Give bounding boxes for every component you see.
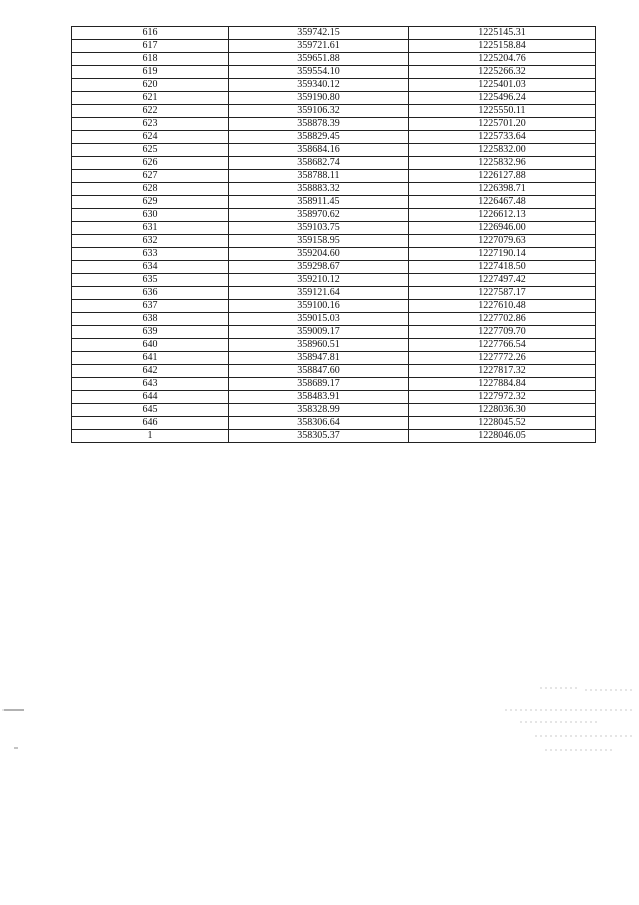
y-coordinate-cell: 1227766.54 bbox=[409, 339, 596, 352]
x-coordinate-cell: 358788.11 bbox=[229, 170, 409, 183]
y-coordinate-cell: 1225266.32 bbox=[409, 66, 596, 79]
coordinate-table bbox=[71, 26, 596, 443]
y-coordinate-cell: 1227079.63 bbox=[409, 235, 596, 248]
coordinate-table-body bbox=[72, 27, 596, 443]
point-number-cell: 633 bbox=[72, 248, 229, 261]
table-row bbox=[72, 170, 596, 183]
table-row bbox=[72, 326, 596, 339]
point-number-cell: 637 bbox=[72, 300, 229, 313]
x-coordinate-cell: 358829.45 bbox=[229, 131, 409, 144]
table-row bbox=[72, 235, 596, 248]
table-row bbox=[72, 209, 596, 222]
y-coordinate-cell: 1227817.32 bbox=[409, 365, 596, 378]
table-row bbox=[72, 40, 596, 53]
table-row bbox=[72, 365, 596, 378]
table-row bbox=[72, 105, 596, 118]
x-coordinate-cell: 358682.74 bbox=[229, 157, 409, 170]
y-coordinate-cell: 1227497.42 bbox=[409, 274, 596, 287]
table-row bbox=[72, 313, 596, 326]
point-number-cell: 619 bbox=[72, 66, 229, 79]
x-coordinate-cell: 359204.60 bbox=[229, 248, 409, 261]
point-number-cell: 639 bbox=[72, 326, 229, 339]
y-coordinate-cell: 1227972.32 bbox=[409, 391, 596, 404]
point-number-cell: 617 bbox=[72, 40, 229, 53]
y-coordinate-cell: 1225158.84 bbox=[409, 40, 596, 53]
y-coordinate-cell: 1225204.76 bbox=[409, 53, 596, 66]
x-coordinate-cell: 359121.64 bbox=[229, 287, 409, 300]
point-number-cell: 1 bbox=[72, 430, 229, 443]
table-row bbox=[72, 222, 596, 235]
table-row bbox=[72, 248, 596, 261]
x-coordinate-cell: 359015.03 bbox=[229, 313, 409, 326]
y-coordinate-cell: 1227418.50 bbox=[409, 261, 596, 274]
x-coordinate-cell: 358305.37 bbox=[229, 430, 409, 443]
table-row bbox=[72, 430, 596, 443]
point-number-cell: 641 bbox=[72, 352, 229, 365]
y-coordinate-cell: 1225401.03 bbox=[409, 79, 596, 92]
point-number-cell: 629 bbox=[72, 196, 229, 209]
point-number-cell: 621 bbox=[72, 92, 229, 105]
y-coordinate-cell: 1226127.88 bbox=[409, 170, 596, 183]
x-coordinate-cell: 359721.61 bbox=[229, 40, 409, 53]
point-number-cell: 632 bbox=[72, 235, 229, 248]
table-row bbox=[72, 378, 596, 391]
point-number-cell: 623 bbox=[72, 118, 229, 131]
table-row bbox=[72, 300, 596, 313]
table-row bbox=[72, 339, 596, 352]
y-coordinate-cell: 1225832.96 bbox=[409, 157, 596, 170]
x-coordinate-cell: 358878.39 bbox=[229, 118, 409, 131]
table-row bbox=[72, 391, 596, 404]
table-row bbox=[72, 53, 596, 66]
x-coordinate-cell: 359651.88 bbox=[229, 53, 409, 66]
table-row bbox=[72, 183, 596, 196]
x-coordinate-cell: 358960.51 bbox=[229, 339, 409, 352]
x-coordinate-cell: 358306.64 bbox=[229, 417, 409, 430]
table-row bbox=[72, 79, 596, 92]
table-row bbox=[72, 404, 596, 417]
x-coordinate-cell: 359106.32 bbox=[229, 105, 409, 118]
point-number-cell: 634 bbox=[72, 261, 229, 274]
table-row bbox=[72, 417, 596, 430]
point-number-cell: 627 bbox=[72, 170, 229, 183]
x-coordinate-cell: 359298.67 bbox=[229, 261, 409, 274]
y-coordinate-cell: 1228036.30 bbox=[409, 404, 596, 417]
point-number-cell: 635 bbox=[72, 274, 229, 287]
y-coordinate-cell: 1227190.14 bbox=[409, 248, 596, 261]
y-coordinate-cell: 1227702.86 bbox=[409, 313, 596, 326]
y-coordinate-cell: 1227884.84 bbox=[409, 378, 596, 391]
y-coordinate-cell: 1225496.24 bbox=[409, 92, 596, 105]
y-coordinate-cell: 1227587.17 bbox=[409, 287, 596, 300]
point-number-cell: 620 bbox=[72, 79, 229, 92]
point-number-cell: 625 bbox=[72, 144, 229, 157]
point-number-cell: 622 bbox=[72, 105, 229, 118]
x-coordinate-cell: 358970.62 bbox=[229, 209, 409, 222]
point-number-cell: 643 bbox=[72, 378, 229, 391]
y-coordinate-cell: 1226398.71 bbox=[409, 183, 596, 196]
point-number-cell: 638 bbox=[72, 313, 229, 326]
y-coordinate-cell: 1225550.11 bbox=[409, 105, 596, 118]
x-coordinate-cell: 358483.91 bbox=[229, 391, 409, 404]
table-row bbox=[72, 274, 596, 287]
x-coordinate-cell: 358328.99 bbox=[229, 404, 409, 417]
point-number-cell: 626 bbox=[72, 157, 229, 170]
coordinate-table-container bbox=[71, 26, 595, 443]
x-coordinate-cell: 359009.17 bbox=[229, 326, 409, 339]
table-row bbox=[72, 157, 596, 170]
point-number-cell: 644 bbox=[72, 391, 229, 404]
x-coordinate-cell: 359210.12 bbox=[229, 274, 409, 287]
table-row bbox=[72, 27, 596, 40]
x-coordinate-cell: 359100.16 bbox=[229, 300, 409, 313]
point-number-cell: 636 bbox=[72, 287, 229, 300]
table-row bbox=[72, 196, 596, 209]
x-coordinate-cell: 358847.60 bbox=[229, 365, 409, 378]
point-number-cell: 631 bbox=[72, 222, 229, 235]
x-coordinate-cell: 358684.16 bbox=[229, 144, 409, 157]
table-row bbox=[72, 92, 596, 105]
table-row bbox=[72, 66, 596, 79]
y-coordinate-cell: 1226946.00 bbox=[409, 222, 596, 235]
point-number-cell: 630 bbox=[72, 209, 229, 222]
point-number-cell: 646 bbox=[72, 417, 229, 430]
point-number-cell: 645 bbox=[72, 404, 229, 417]
point-number-cell: 624 bbox=[72, 131, 229, 144]
y-coordinate-cell: 1228045.52 bbox=[409, 417, 596, 430]
y-coordinate-cell: 1227772.26 bbox=[409, 352, 596, 365]
x-coordinate-cell: 358689.17 bbox=[229, 378, 409, 391]
y-coordinate-cell: 1225145.31 bbox=[409, 27, 596, 40]
y-coordinate-cell: 1227610.48 bbox=[409, 300, 596, 313]
table-row bbox=[72, 131, 596, 144]
x-coordinate-cell: 359742.15 bbox=[229, 27, 409, 40]
x-coordinate-cell: 359340.12 bbox=[229, 79, 409, 92]
x-coordinate-cell: 358947.81 bbox=[229, 352, 409, 365]
x-coordinate-cell: 359190.80 bbox=[229, 92, 409, 105]
point-number-cell: 628 bbox=[72, 183, 229, 196]
x-coordinate-cell: 359554.10 bbox=[229, 66, 409, 79]
table-row bbox=[72, 261, 596, 274]
table-row bbox=[72, 352, 596, 365]
y-coordinate-cell: 1225701.20 bbox=[409, 118, 596, 131]
x-coordinate-cell: 359103.75 bbox=[229, 222, 409, 235]
y-coordinate-cell: 1227709.70 bbox=[409, 326, 596, 339]
y-coordinate-cell: 1225832.00 bbox=[409, 144, 596, 157]
y-coordinate-cell: 1228046.05 bbox=[409, 430, 596, 443]
x-coordinate-cell: 358883.32 bbox=[229, 183, 409, 196]
point-number-cell: 618 bbox=[72, 53, 229, 66]
y-coordinate-cell: 1226612.13 bbox=[409, 209, 596, 222]
y-coordinate-cell: 1225733.64 bbox=[409, 131, 596, 144]
x-coordinate-cell: 358911.45 bbox=[229, 196, 409, 209]
y-coordinate-cell: 1226467.48 bbox=[409, 196, 596, 209]
x-coordinate-cell: 359158.95 bbox=[229, 235, 409, 248]
table-row bbox=[72, 144, 596, 157]
point-number-cell: 616 bbox=[72, 27, 229, 40]
table-row bbox=[72, 118, 596, 131]
point-number-cell: 640 bbox=[72, 339, 229, 352]
point-number-cell: 642 bbox=[72, 365, 229, 378]
table-row bbox=[72, 287, 596, 300]
